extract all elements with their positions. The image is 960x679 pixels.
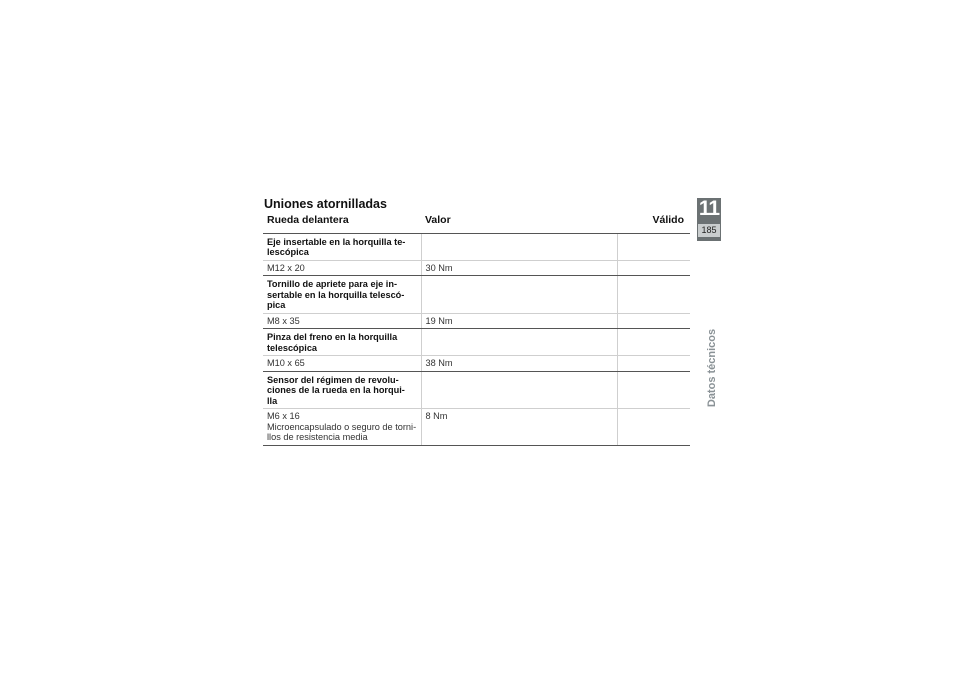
chapter-tab <box>697 198 721 241</box>
part-name-value-cell <box>421 329 617 356</box>
part-name-value-cell <box>421 233 617 260</box>
bolt-spec: M10 x 65 <box>263 356 421 372</box>
table-row-part <box>263 329 690 356</box>
bolt-spec: M6 x 16 Microencapsulado o seguro de torni- llos de resistencia media <box>263 409 421 446</box>
part-name: Eje insertable en la horquilla te- lescópica <box>263 233 421 260</box>
torque-value: 8 Nm <box>421 409 617 446</box>
table-header-row <box>263 211 690 233</box>
column-header-value: Valor <box>421 211 617 233</box>
valid-value <box>617 356 690 372</box>
bolt-spec: M8 x 35 <box>263 313 421 329</box>
table-row-part <box>263 371 690 409</box>
torque-spec-table <box>263 211 690 446</box>
part-name-valid-cell <box>617 276 690 314</box>
part-name: Tornillo de apriete para eje in- sertable en la horquilla telescó- pica <box>263 276 421 314</box>
part-name-valid-cell <box>617 329 690 356</box>
table-row-part <box>263 276 690 314</box>
page-title: Uniones atornilladas <box>264 197 387 211</box>
table-row-part <box>263 233 690 260</box>
table-row-spec <box>263 313 690 329</box>
table-row-spec <box>263 260 690 276</box>
torque-value: 19 Nm <box>421 313 617 329</box>
bolt-spec: M12 x 20 <box>263 260 421 276</box>
table-body <box>263 233 690 445</box>
part-name-value-cell <box>421 371 617 409</box>
torque-value: 30 Nm <box>421 260 617 276</box>
part-name: Sensor del régimen de revolu- ciones de la rueda en la horqui- lla <box>263 371 421 409</box>
chapter-label: Datos técnicos <box>706 328 718 408</box>
part-name-valid-cell <box>617 371 690 409</box>
table-row-spec <box>263 356 690 372</box>
part-name-valid-cell <box>617 233 690 260</box>
page-number: 185 <box>698 224 720 237</box>
column-header-front-wheel: Rueda delantera <box>263 211 421 233</box>
torque-value: 38 Nm <box>421 356 617 372</box>
valid-value <box>617 260 690 276</box>
part-name: Pinza del freno en la horquilla telescópica <box>263 329 421 356</box>
column-header-valid: Válido <box>617 211 690 233</box>
valid-value <box>617 409 690 446</box>
valid-value <box>617 313 690 329</box>
chapter-number: 11 <box>698 197 720 220</box>
table-row-spec <box>263 409 690 446</box>
part-name-value-cell <box>421 276 617 314</box>
